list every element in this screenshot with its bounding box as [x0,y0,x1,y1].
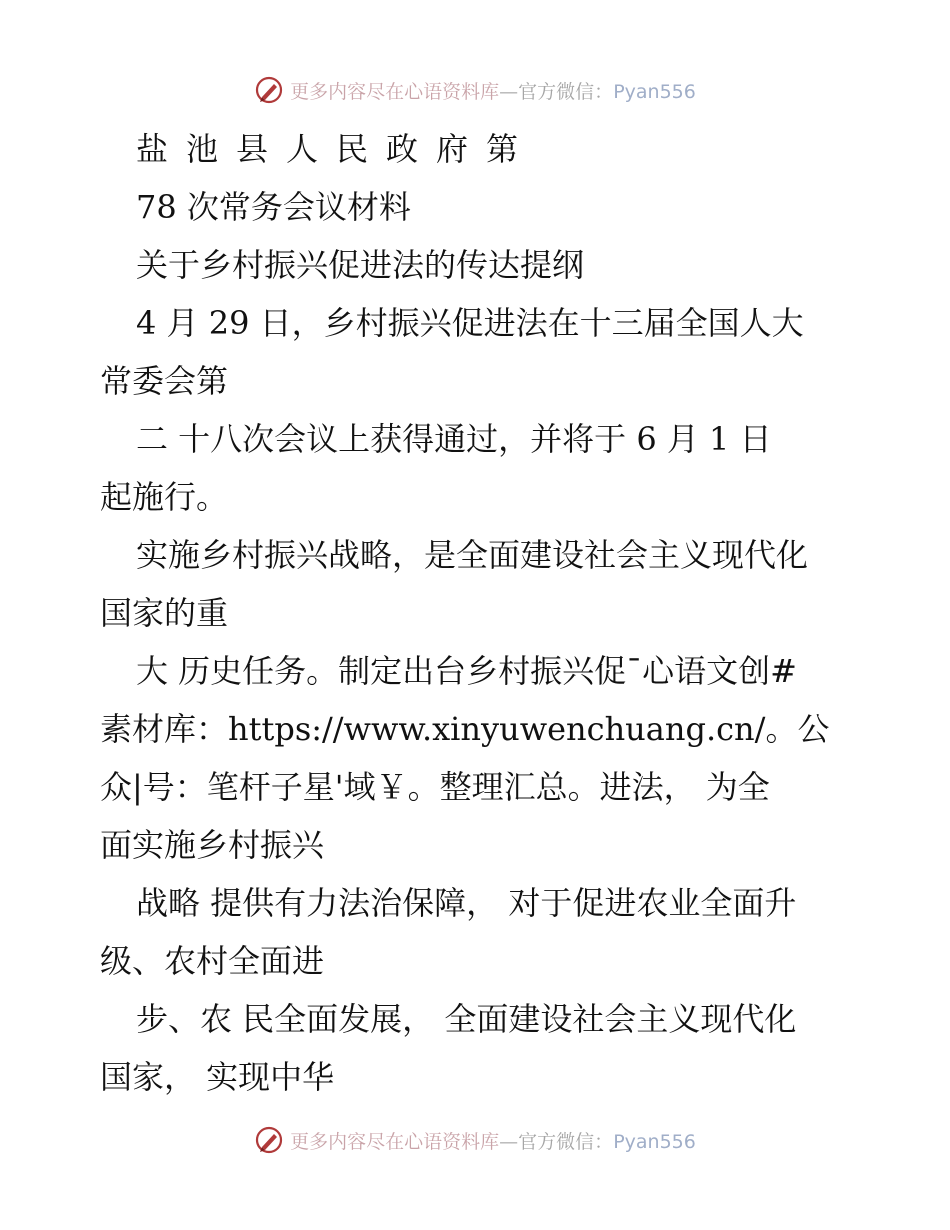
document-line: 关于乡村振兴促进法的传达提纲 [136,246,585,284]
watermark-wechat-label: 官方微信： [518,1130,614,1153]
pen-logo-icon [254,1125,284,1155]
footer-watermark-banner [0,1120,950,1160]
document-body [100,120,860,1106]
header-watermark-banner [0,70,950,110]
document-line: 78 次常务会议材料 [136,188,411,226]
document-line: 起施行。 [100,478,229,516]
document-line: 4 月 29 日，乡村振兴促进法在十三届全国人大 [136,304,804,342]
watermark-dash: — [499,1130,519,1153]
document-line: 国家， 实现中华 [100,1058,335,1096]
document-line: 国家的重 [100,594,229,632]
document-line: 盐池县人民政府第 [136,130,537,168]
document-line: 步、农 民全面发展， 全面建设社会主义现代化 [136,1000,797,1038]
document-line: 大 历史任务。制定出台乡村振兴促¯心语文创# [136,652,797,690]
document-line: 素材库：https://www.xinyuwenchuang.cn/。公 [100,710,830,748]
pen-logo-icon [254,75,284,105]
watermark-main-text: 更多内容尽在心语资料库 [290,1130,500,1153]
document-line: 众|号：笔杆子星'域￥。整理汇总。进法， 为全 [100,768,770,806]
watermark-text [290,77,696,104]
document-line: 常委会第 [100,362,229,400]
document-line: 二 十八次会议上获得通过，并将于 6 月 1 日 [136,420,772,458]
document-line: 战略 提供有力法治保障， 对于促进农业全面升 [136,884,797,922]
watermark-wechat-id: Pyan556 [613,1130,696,1153]
watermark-wechat-label: 官方微信： [518,80,614,103]
watermark-dash: — [499,80,519,103]
document-line: 级、农村全面进 [100,942,325,980]
document-line: 实施乡村振兴战略，是全面建设社会主义现代化 [136,536,809,574]
watermark-text [290,1127,696,1154]
watermark-wechat-id: Pyan556 [613,80,696,103]
document-line: 面实施乡村振兴 [100,826,325,864]
watermark-main-text: 更多内容尽在心语资料库 [290,80,500,103]
